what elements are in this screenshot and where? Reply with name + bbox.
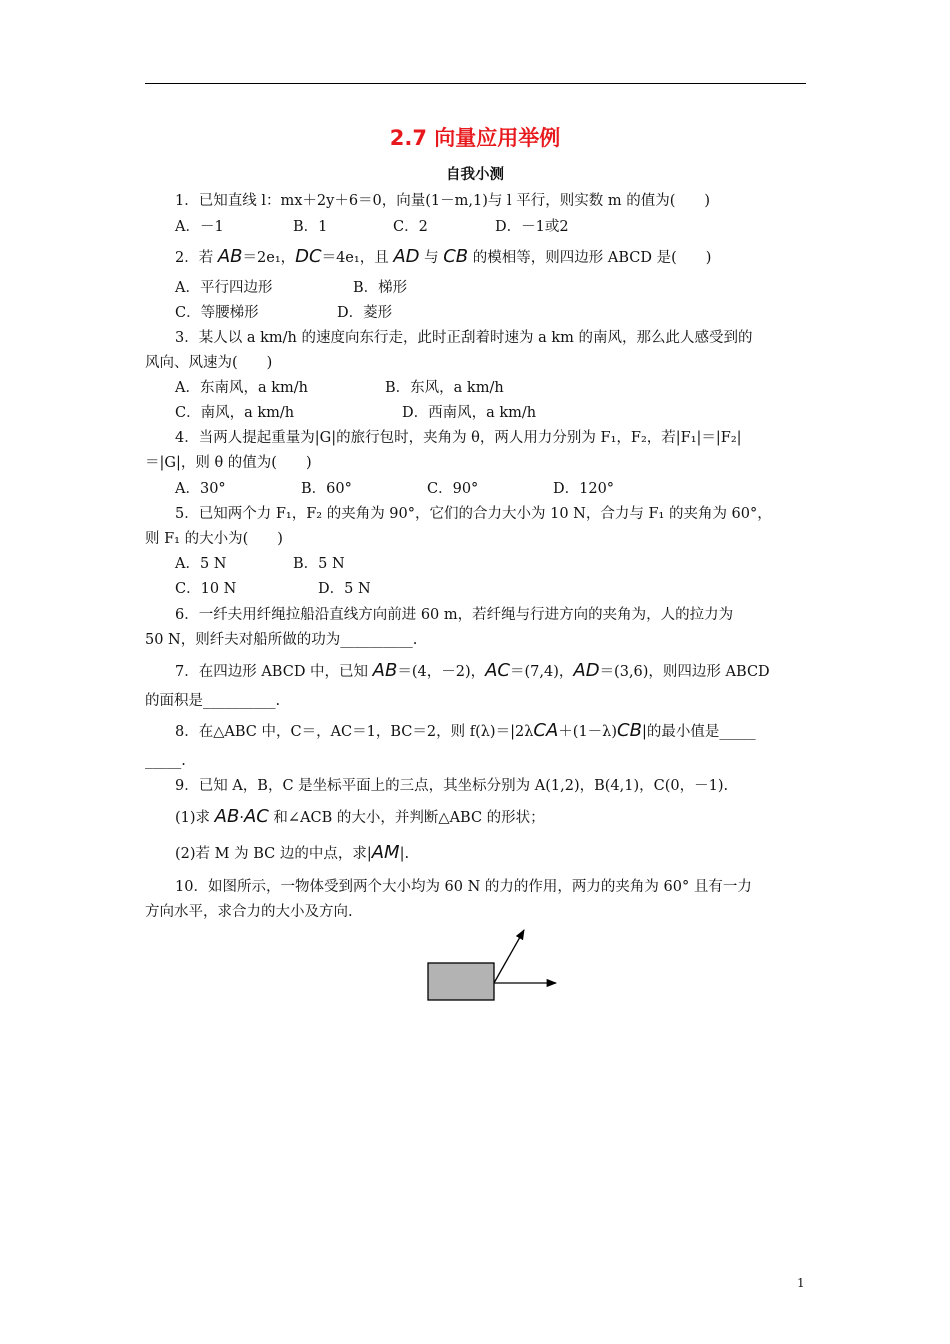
section-subtitle: 自我小测 (446, 167, 504, 183)
question-4-stem: 4．当两人提起重量为|G|的旅行包时，夹角为 θ，两人用力分别为 F₁，F₂，若|F₁|＝|F₂| (175, 430, 742, 446)
question-5-stem: 5．已知两个力 F₁，F₂ 的夹角为 90°，它们的合力大小为 10 N，合力与 F₁ 的夹角为 60°， (175, 506, 772, 522)
vector-ab: AB (372, 660, 398, 681)
question-9-part-1: (1)求 AB·AC 和∠ACB 的大小，并判断△ABC 的形状； (175, 806, 545, 827)
option-b: B．1 (293, 219, 328, 235)
force-diagram (420, 925, 565, 1005)
option-c: C．2 (393, 219, 428, 235)
question-7-stem-cont: 的面积是__________. (145, 693, 281, 709)
angled-force-arrow (494, 930, 524, 983)
vector-am: AM (371, 842, 400, 863)
vector-ac: AC (485, 660, 510, 681)
question-6-stem-cont: 50 N，则纤夫对船所做的功为__________. (145, 632, 418, 648)
question-2-stem: 2．若 AB＝2e₁，DC＝4e₁，且 AD 与 CB 的模相等，则四边形 ABCD 是( ) (175, 246, 712, 267)
option-b: B．东风，a km/h (385, 380, 504, 396)
page-number: 1 (797, 1276, 805, 1290)
option-a: A．－1 (175, 219, 224, 235)
option-b: B．5 N (293, 556, 345, 572)
vector-ad: AD (573, 660, 600, 681)
header-rule (145, 83, 806, 84)
vector-dc: DC (295, 246, 322, 267)
option-a: A．平行四边形 (175, 280, 273, 296)
option-d: D．西南风，a km/h (402, 405, 537, 421)
object-box (428, 963, 494, 1000)
option-c: C．90° (427, 481, 479, 497)
option-c: C．南风，a km/h (175, 405, 295, 421)
question-3-stem: 3．某人以 a km/h 的速度向东行走，此时正刮着时速为 a km 的南风，那么此人感受到的 (175, 330, 753, 346)
vector-ca: CA (533, 720, 559, 741)
question-5-stem-cont: 则 F₁ 的大小为( ) (145, 531, 283, 547)
question-1-stem: 1．已知直线 l：mx＋2y＋6＝0，向量(1－m,1)与 l 平行，则实数 m 的值为( ) (175, 193, 711, 209)
option-c: C．10 N (175, 581, 237, 597)
question-10-stem: 10．如图所示，一物体受到两个大小均为 60 N 的力的作用，两力的夹角为 60° 且有一力 (175, 879, 752, 895)
option-d: D．－1或2 (495, 219, 569, 235)
question-7-stem: 7．在四边形 ABCD 中，已知 AB＝(4，－2)，AC＝(7,4)，AD＝(3,6)，则四边形 ABCD (175, 660, 770, 681)
option-d: D．菱形 (337, 305, 393, 321)
option-a: A．5 N (175, 556, 227, 572)
question-9-part-2: (2)若 M 为 BC 边的中点，求|AM|. (175, 842, 410, 863)
question-8-stem: 8．在△ABC 中，C＝，AC＝1，BC＝2，则 f(λ)＝|2λCA＋(1－λ)CB|的最小值是_____ (175, 720, 756, 741)
vector-ab: AB (217, 246, 243, 267)
question-6-stem: 6．一纤夫用纤绳拉船沿直线方向前进 60 m，若纤绳与行进方向的夹角为，人的拉力为 (175, 607, 734, 623)
vector-cb: CB (443, 246, 469, 267)
question-4-stem-cont: ＝|G|，则 θ 的值为( ) (145, 455, 312, 471)
vector-ac: AC (243, 806, 269, 827)
page-title: 2.7 向量应用举例 (389, 126, 561, 150)
question-8-stem-cont: _____. (145, 753, 186, 769)
option-b: B．梯形 (353, 280, 408, 296)
question-9-stem: 9．已知 A，B，C 是坐标平面上的三点，其坐标分别为 A(1,2)，B(4,1)，C(0，－1). (175, 778, 729, 794)
option-b: B．60° (301, 481, 352, 497)
option-d: D．5 N (318, 581, 371, 597)
vector-ad: AD (393, 246, 420, 267)
option-c: C．等腰梯形 (175, 305, 259, 321)
vector-cb: CB (617, 720, 642, 741)
question-3-stem-cont: 风向、风速为( ) (145, 355, 273, 371)
question-10-stem-cont: 方向水平，求合力的大小及方向. (145, 904, 353, 920)
option-a: A．30° (175, 481, 226, 497)
vector-ab: AB (214, 806, 240, 827)
option-a: A．东南风，a km/h (175, 380, 308, 396)
option-d: D．120° (553, 481, 615, 497)
